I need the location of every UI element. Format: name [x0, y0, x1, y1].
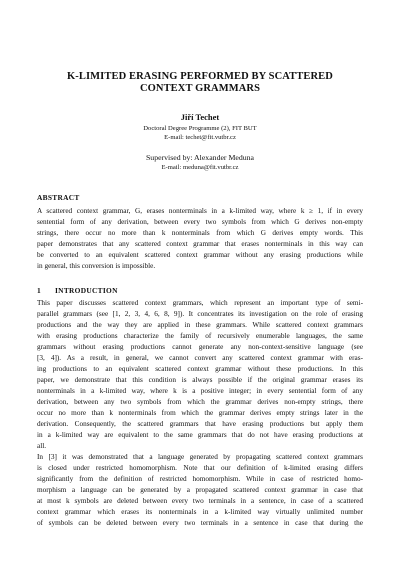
abstract-line: A scattered context grammar, G, erases nonterminals in a k-limited way, where k ≥ 1, if in every	[37, 207, 363, 215]
intro-line: In [3] it was demonstrated that a language generated by propagating scattered context grammars	[37, 453, 363, 461]
abstract-heading: ABSTRACT	[37, 193, 80, 202]
intro-line: in a k-limited way are equivalent to the same grammars that do not have erasing productions at	[37, 431, 363, 439]
intro-line: is closed under restricted homomorphism. Note that our definition of k-limited erasing differs	[37, 464, 363, 472]
intro-line: grammars without erasing productions cannot generate any non-context-sensitive language (see	[37, 343, 363, 351]
intro-line: nonterminals in a k-limited way, where k is a positive integer; in every sentential form of any	[37, 387, 363, 395]
section-title: INTRODUCTION	[55, 286, 118, 295]
intro-line: paper, we demonstrate that this condition is always possible if the original grammar erases its	[37, 376, 363, 384]
intro-line: all.	[37, 442, 47, 450]
author-email: E-mail: techet@fit.vutbr.cz	[164, 134, 236, 141]
intro-line: context grammar which erases its nonterminals in a k-limited way virtually unlimited number	[37, 508, 363, 516]
intro-line: of symbols can be deleted between every two terminals in a sentence in case that during the	[37, 519, 363, 527]
intro-line: productions and the way they are applied in these grammars. While scattered context grammars	[37, 321, 363, 329]
abstract-line: strings, there occur no more than k nonterminals from which G derives empty words. This	[37, 229, 363, 237]
intro-line: at most k symbols are deleted between every two terminals in a sentence, in case of a scattered	[37, 497, 363, 505]
supervisor-name: Supervised by: Alexander Meduna	[145, 153, 255, 162]
author-name: Jiří Techet	[180, 112, 220, 122]
section-number: 1	[37, 286, 41, 295]
title-line-1: K-LIMITED ERASING PERFORMED BY SCATTERED	[67, 71, 333, 82]
intro-line: [3, 4]). As a result, in general, we cannot convert any scattered context grammar with eras-	[37, 354, 363, 362]
intro-line: This paper discusses scattered context grammars, which represent an important type of semi-	[37, 299, 363, 307]
intro-line: occur no more than k nonterminals from which the grammar derives empty strings later in the	[37, 409, 363, 417]
author-affiliation: Doctoral Degree Programme (2), FIT BUT	[143, 125, 257, 132]
abstract-line: sentential form of any derivation, between every two symbols from which G derives non-empty	[37, 218, 363, 226]
intro-line: morphism a language can be generated by a propagated scattered context grammar in case that	[37, 486, 363, 494]
intro-line: significantly from the definition of restricted homomorphism. While in case of restricted homo-	[37, 475, 363, 483]
intro-line: derivation, between any two symbols from which the grammar derives non-empty strings, there	[37, 398, 363, 406]
intro-line: ing productions to an equivalent scattered context grammar without these productions. In this	[37, 365, 363, 373]
paper-title	[30, 71, 370, 95]
intro-line: with erasing productions characterize the family of recursively enumerable languages, the same	[37, 332, 363, 340]
intro-line: derivation. Consequently, the scattered grammars that have erasing productions but apply them	[37, 420, 363, 428]
abstract-line: be converted to an equivalent scattered context grammar without any erasing productions while	[37, 251, 363, 259]
intro-line: parallel grammars (see [1, 2, 3, 4, 6, 8, 9]). It concentrates its investigation on the role of erasing	[37, 310, 363, 318]
supervisor-email: E-mail: meduna@fit.vutbr.cz	[161, 164, 239, 171]
title-line-2: CONTEXT GRAMMARS	[139, 83, 261, 94]
abstract-line: in general, this conversion is impossible.	[37, 262, 156, 270]
abstract-line: paper demonstrates that any scattered context grammar that erases nonterminals in this way can	[37, 240, 363, 248]
